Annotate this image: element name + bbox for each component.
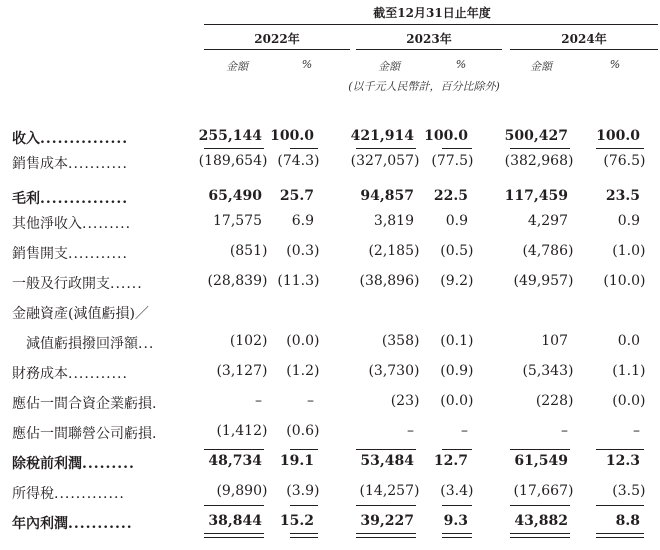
row-label: [12, 128, 128, 148]
cell-2024-percent: 12.3: [605, 453, 640, 469]
cell-2024-amount: (5,343 ): [522, 363, 574, 379]
closing-paren: ): [468, 153, 474, 169]
cell-2023-percent: 12.7: [433, 453, 468, 469]
row-label-text: 其他淨收入: [12, 216, 82, 232]
row-label: [12, 513, 133, 533]
cell-2022-amount: 38,844: [208, 513, 262, 529]
double-rule-total: [204, 533, 264, 538]
row-label-text: 年內利潤: [12, 516, 68, 532]
closing-paren: ): [468, 273, 474, 289]
leader-dots: ...........: [68, 366, 128, 382]
cell-2024-percent: 23.5: [605, 188, 640, 204]
closing-paren: ): [568, 363, 574, 379]
cell-2024-percent: (0.0 ): [612, 393, 646, 409]
rule-before-profit-for-year: [596, 505, 644, 506]
unit-note: (以千元人民幣計，百分比除外): [348, 80, 500, 93]
rule-after-cost-of-sales: [596, 148, 644, 149]
closing-paren: ): [468, 363, 474, 379]
closing-paren: ): [640, 243, 646, 259]
row-label: [12, 393, 157, 413]
closing-paren: ): [414, 153, 420, 169]
double-rule-total: [290, 533, 318, 538]
cell-2023-amount: 94,857: [360, 188, 414, 204]
double-rule-total: [356, 533, 416, 538]
rule-before-profit-for-year: [204, 505, 264, 506]
cell-2022-percent: (74.3 ): [277, 153, 320, 169]
rule-after-cost-of-sales: [356, 148, 416, 149]
cell-2024-amount: (228 ): [535, 393, 574, 409]
closing-paren: ): [414, 243, 420, 259]
row-label: [12, 273, 143, 293]
row-label-text: 收入: [12, 131, 40, 147]
cell-2024-amount: (49,957 ): [513, 273, 574, 289]
cell-2024-percent: (3.5 ): [612, 483, 646, 499]
cell-2022-percent: (0.3 ): [286, 243, 320, 259]
row-label-text: 一般及行政開支: [12, 276, 110, 292]
closing-paren: ): [314, 243, 320, 259]
closing-paren: ): [262, 333, 268, 349]
double-rule-total: [442, 533, 472, 538]
row-label: [12, 423, 157, 443]
row-label: [12, 483, 125, 503]
cell-2023-percent: (0.9 ): [440, 363, 474, 379]
cell-2022-amount: –: [255, 393, 262, 409]
leader-dots: .: [152, 426, 158, 442]
cell-2024-amount: 500,427: [504, 128, 568, 144]
closing-paren: ): [568, 243, 574, 259]
cell-2023-percent: (0.5 ): [440, 243, 474, 259]
closing-paren: ): [414, 333, 420, 349]
closing-paren: ): [640, 483, 646, 499]
cell-2023-amount: (327,057 ): [350, 153, 420, 169]
closing-paren: ): [414, 483, 420, 499]
closing-paren: ): [568, 483, 574, 499]
cell-2022-amount: (28,839 ): [207, 273, 268, 289]
closing-paren: ): [314, 423, 320, 439]
closing-paren: ): [468, 333, 474, 349]
row-label-text: 所得稅: [12, 486, 54, 502]
closing-paren: ): [314, 273, 320, 289]
leader-dots: .............: [54, 486, 125, 502]
row-label-text: 銷售成本: [12, 156, 68, 172]
double-rule-total: [510, 533, 570, 538]
row-label-text: 毛利: [12, 191, 40, 207]
row-label: [12, 453, 135, 473]
amount-label-2024: 金額: [530, 60, 552, 73]
cell-2023-amount: (3,730 ): [368, 363, 420, 379]
cell-2023-percent: 100.0: [424, 128, 468, 144]
closing-paren: ): [414, 393, 420, 409]
cell-2024-percent: (1.0 ): [612, 243, 646, 259]
closing-paren: ): [262, 273, 268, 289]
leader-dots: .........: [82, 456, 135, 472]
cell-2023-amount: (23 ): [390, 393, 420, 409]
year-2023-heading: 2023年: [406, 32, 452, 46]
cell-2024-percent: (1.1 ): [612, 363, 646, 379]
cell-2022-amount: (102 ): [229, 333, 268, 349]
cell-2024-amount: (382,968 ): [504, 153, 574, 169]
cell-2024-percent: 0.9: [617, 213, 640, 229]
cell-2024-amount: –: [561, 423, 568, 439]
cell-2023-amount: 53,484: [360, 453, 414, 469]
cell-2022-amount: (9,890 ): [216, 483, 268, 499]
cell-2023-percent: –: [461, 423, 468, 439]
cell-2024-percent: (76.5 ): [603, 153, 646, 169]
cell-2022-percent: (0.0 ): [286, 333, 320, 349]
row-label: [12, 213, 131, 233]
row-label: [12, 333, 154, 353]
closing-paren: ): [414, 363, 420, 379]
cell-2023-amount: –: [407, 423, 414, 439]
closing-paren: ): [262, 483, 268, 499]
row-label-text: 除稅前利潤: [12, 456, 82, 472]
row-label: [12, 153, 128, 173]
cell-2022-percent: (11.3 ): [277, 273, 320, 289]
cell-2022-percent: 19.1: [279, 453, 314, 469]
closing-paren: ): [262, 363, 268, 379]
row-label-text: 減值虧損撥回淨額: [12, 336, 138, 352]
closing-paren: ): [468, 243, 474, 259]
cell-2023-percent: (3.4 ): [440, 483, 474, 499]
rule-before-profit-before-tax: [596, 449, 644, 450]
year-2023-underline: [356, 49, 502, 50]
cell-2024-percent: 0.0: [617, 333, 640, 349]
cell-2024-amount: (17,667 ): [513, 483, 574, 499]
amount-label-2022: 金額: [226, 60, 248, 73]
closing-paren: ): [262, 153, 268, 169]
rule-before-profit-for-year: [290, 505, 318, 506]
closing-paren: ): [468, 393, 474, 409]
cell-2022-percent: 6.9: [291, 213, 314, 229]
row-label-text: 應佔一間聯營公司虧損: [12, 426, 152, 442]
leader-dots: ...........: [68, 156, 128, 172]
closing-paren: ): [468, 483, 474, 499]
year-2022-underline: [204, 49, 350, 50]
cell-2024-percent: 8.8: [615, 513, 640, 529]
rule-before-profit-before-tax: [356, 449, 416, 450]
cell-2022-amount: 65,490: [208, 188, 262, 204]
leader-dots: ...........: [68, 516, 133, 532]
row-label: [12, 188, 128, 208]
closing-paren: ): [314, 333, 320, 349]
leader-dots: ......: [110, 276, 143, 292]
year-2024-heading: 2024年: [561, 32, 607, 46]
period-heading: 截至12月31日止年度: [373, 6, 491, 20]
closing-paren: ): [262, 423, 268, 439]
percent-label-2022: %: [301, 58, 313, 71]
closing-paren: ): [314, 363, 320, 379]
cell-2022-amount: (189,654 ): [198, 153, 268, 169]
leader-dots: ...............: [40, 131, 129, 147]
cell-2023-amount: (14,257 ): [359, 483, 420, 499]
period-underline: [204, 24, 658, 25]
closing-paren: ): [640, 363, 646, 379]
cell-2023-percent: (9.2 ): [440, 273, 474, 289]
cell-2022-percent: –: [307, 393, 314, 409]
cell-2023-amount: (38,896 ): [359, 273, 420, 289]
cell-2023-percent: (0.1 ): [440, 333, 474, 349]
rule-before-profit-before-tax: [442, 449, 472, 450]
rule-after-cost-of-sales: [204, 148, 264, 149]
cell-2022-percent: 25.7: [279, 188, 314, 204]
rule-before-profit-for-year: [356, 505, 416, 506]
rule-after-cost-of-sales: [290, 148, 318, 149]
year-2022-heading: 2022年: [254, 32, 300, 46]
row-label: [12, 363, 128, 383]
cell-2022-amount: 255,144: [198, 128, 262, 144]
rule-before-profit-before-tax: [290, 449, 318, 450]
rule-after-cost-of-sales: [510, 148, 570, 149]
leader-dots: ...............: [40, 191, 129, 207]
cell-2024-percent: 100.0: [596, 128, 640, 144]
rule-after-cost-of-sales: [442, 148, 472, 149]
cell-2023-amount: 39,227: [360, 513, 414, 529]
closing-paren: ): [568, 273, 574, 289]
cell-2023-percent: 9.3: [443, 513, 468, 529]
rule-before-profit-before-tax: [204, 449, 264, 450]
row-label: [12, 243, 128, 263]
cell-2024-percent: –: [633, 423, 640, 439]
cell-2022-amount: (3,127 ): [216, 363, 268, 379]
closing-paren: ): [568, 393, 574, 409]
double-rule-total: [596, 533, 644, 538]
row-label-text: 財務成本: [12, 366, 68, 382]
cell-2024-amount: 117,459: [504, 188, 568, 204]
closing-paren: ): [314, 153, 320, 169]
cell-2024-amount: 4,297: [527, 213, 568, 229]
cell-2022-percent: (0.6 ): [286, 423, 320, 439]
cell-2023-percent: (77.5 ): [431, 153, 474, 169]
cell-2022-amount: 48,734: [208, 453, 262, 469]
closing-paren: ): [262, 243, 268, 259]
leader-dots: .: [152, 396, 158, 412]
percent-label-2023: %: [455, 58, 467, 71]
cell-2024-amount: (4,786 ): [522, 243, 574, 259]
cell-2024-amount: 43,882: [514, 513, 568, 529]
cell-2023-percent: 0.9: [445, 213, 468, 229]
closing-paren: ): [568, 153, 574, 169]
cell-2023-percent: (0.0 ): [440, 393, 474, 409]
closing-paren: ): [640, 273, 646, 289]
cell-2024-amount: 107: [541, 333, 568, 349]
rule-before-profit-for-year: [510, 505, 570, 506]
closing-paren: ): [314, 483, 320, 499]
amount-label-2023: 金額: [378, 60, 400, 73]
percent-label-2024: %: [609, 58, 621, 71]
cell-2022-amount: (1,412 ): [216, 423, 268, 439]
rule-before-profit-before-tax: [510, 449, 570, 450]
cell-2023-percent: 22.5: [433, 188, 468, 204]
cell-2022-amount: 17,575: [213, 213, 262, 229]
row-label-text: 金融資產(減值虧損)／: [12, 306, 149, 322]
leader-dots: ...........: [68, 246, 128, 262]
leader-dots: .........: [82, 216, 132, 232]
rule-before-profit-for-year: [442, 505, 472, 506]
cell-2022-amount: (851 ): [229, 243, 268, 259]
closing-paren: ): [640, 153, 646, 169]
row-label-text: 銷售開支: [12, 246, 68, 262]
cell-2024-amount: 61,549: [514, 453, 568, 469]
closing-paren: ): [414, 273, 420, 289]
year-2024-underline: [510, 49, 658, 50]
cell-2023-amount: (358 ): [381, 333, 420, 349]
row-label-text: 應佔一間合資企業虧損: [12, 396, 152, 412]
cell-2022-percent: 15.2: [279, 513, 314, 529]
cell-2023-amount: 3,819: [373, 213, 414, 229]
closing-paren: ): [640, 393, 646, 409]
row-label: [12, 303, 149, 323]
cell-2023-amount: (2,185 ): [368, 243, 420, 259]
cell-2024-percent: (10.0 ): [603, 273, 646, 289]
cell-2023-amount: 421,914: [350, 128, 414, 144]
cell-2022-percent: (3.9 ): [286, 483, 320, 499]
cell-2022-percent: (1.2 ): [286, 363, 320, 379]
cell-2022-percent: 100.0: [270, 128, 314, 144]
leader-dots: ...: [138, 336, 155, 352]
